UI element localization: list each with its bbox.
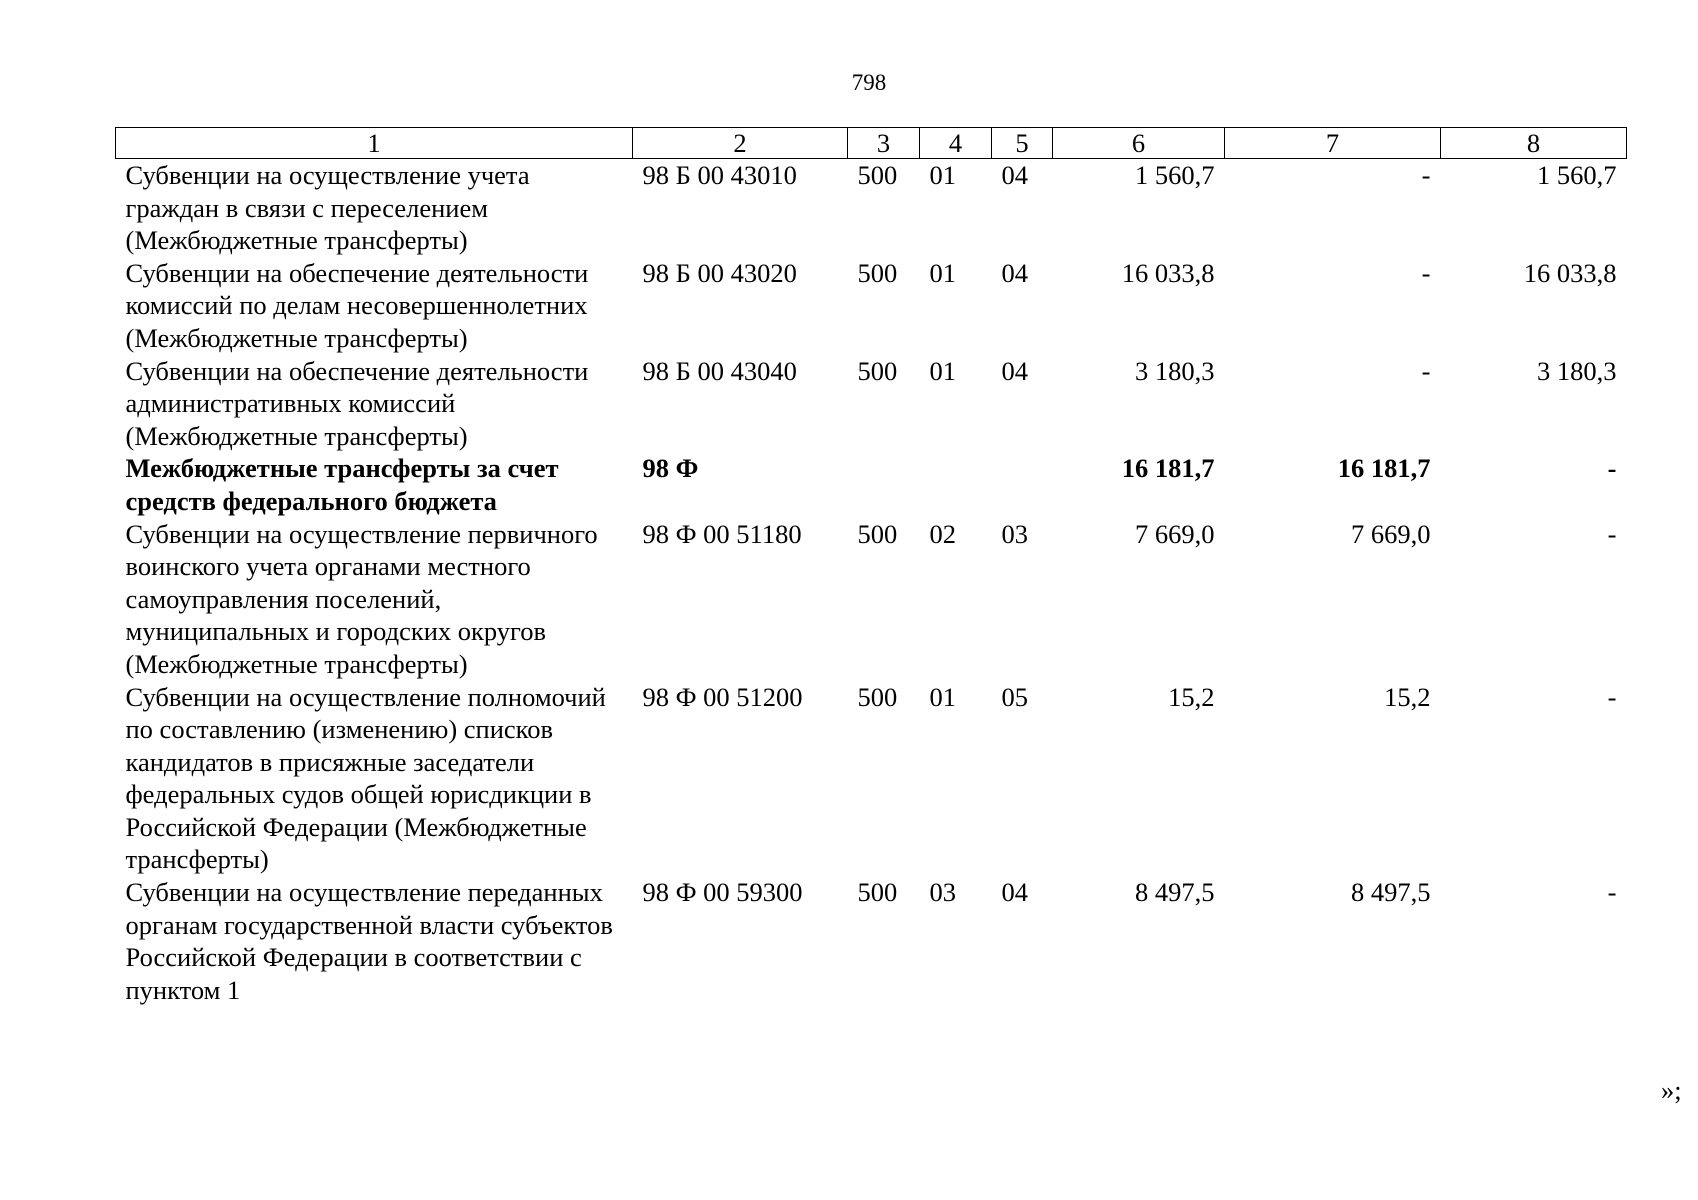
item-federal: - <box>1421 160 1431 190</box>
item-federal: - <box>1421 355 1431 386</box>
item-code: 98 Ф 00 51200 <box>642 681 803 712</box>
item-federal: 7 669,0 <box>1351 518 1431 549</box>
column-header: 4 <box>920 128 992 159</box>
item-pr: 04 <box>1001 257 1028 288</box>
item-rz: 01 <box>929 160 956 190</box>
column-header: 5 <box>992 128 1053 159</box>
item-code: 98 Б 00 43040 <box>642 355 797 386</box>
table-row <box>116 518 1627 681</box>
item-vr: 500 <box>857 355 898 386</box>
item-total: 1 560,7 <box>1135 160 1215 190</box>
item-rz: 01 <box>929 355 956 386</box>
item-pr: 04 <box>1001 160 1028 190</box>
table-header-row <box>116 128 1627 159</box>
item-pr: 05 <box>1001 681 1028 712</box>
item-pr: 03 <box>1001 518 1028 549</box>
item-total: 15,2 <box>1168 681 1215 712</box>
item-pr: 04 <box>1001 877 1028 908</box>
item-rz: 03 <box>929 877 956 908</box>
item-vr: 500 <box>857 257 898 288</box>
item-other: - <box>1607 681 1617 712</box>
item-pr: 04 <box>1001 355 1028 386</box>
item-code: 98 Б 00 43020 <box>642 257 797 288</box>
item-federal: 8 497,5 <box>1351 877 1431 908</box>
table-row <box>116 159 1627 257</box>
item-federal: - <box>1421 257 1431 288</box>
item-vr: 500 <box>857 518 898 549</box>
item-federal: 16 181,7 <box>1337 453 1431 484</box>
item-other: 3 180,3 <box>1537 355 1617 386</box>
column-header: 1 <box>116 128 633 159</box>
item-code: 98 Ф 00 59300 <box>642 877 803 908</box>
column-header: 2 <box>633 128 848 159</box>
item-vr: 500 <box>857 877 898 908</box>
item-other: - <box>1607 877 1617 908</box>
item-total: 8 497,5 <box>1135 877 1215 908</box>
item-vr: 500 <box>857 681 898 712</box>
budget-table <box>115 127 1627 1006</box>
column-header: 8 <box>1441 128 1627 159</box>
column-header: 7 <box>1225 128 1441 159</box>
item-other: - <box>1607 518 1617 549</box>
item-name: Межбюджетные трансферты за счет средств федерального бюджета <box>125 453 559 516</box>
column-header: 6 <box>1053 128 1225 159</box>
table-row <box>116 681 1627 877</box>
item-total: 16 033,8 <box>1121 257 1215 288</box>
item-vr <box>848 452 920 517</box>
table-row <box>116 876 1627 1006</box>
item-name: Субвенции на обеспечение деятельности комиссий по делам несовершеннолетних (Межбюджетные трансферты) <box>125 257 589 353</box>
item-other: - <box>1607 453 1617 484</box>
page-number: 798 <box>851 70 887 95</box>
item-rz: 02 <box>929 518 956 549</box>
item-name: Субвенции на осуществление первичного воинского учета органами местного самоуправления поселений, муниципальных и городских округов (Межбюджетные трансферты) <box>125 518 598 679</box>
table-row <box>116 355 1627 453</box>
item-other: 16 033,8 <box>1523 257 1617 288</box>
item-name: Субвенции на осуществление полномочий по составлению (изменению) списков кандидатов в присяжные заседатели федеральных судов общей юрисдикции в Российской Федерации (Межбюджетные трансферты) <box>125 681 606 875</box>
item-vr: 500 <box>857 160 898 190</box>
column-header: 3 <box>848 128 920 159</box>
item-code: 98 Ф <box>642 453 699 484</box>
item-other: 1 560,7 <box>1537 160 1617 190</box>
table-row <box>116 257 1627 355</box>
item-name: Субвенции на осуществление переданных органам государственной власти субъектов Российской Федерации в соответствии с пунктом 1 <box>125 877 613 1005</box>
closing-quote-mark: »; <box>1661 1075 1682 1105</box>
item-code: 98 Б 00 43010 <box>642 160 797 190</box>
item-total: 16 181,7 <box>1121 453 1215 484</box>
item-total: 3 180,3 <box>1135 355 1215 386</box>
item-name: Субвенции на обеспечение деятельности административных комиссий (Межбюджетные трансферты) <box>125 355 589 451</box>
item-name: Субвенции на осуществление учета граждан в связи с переселением (Межбюджетные трансферты) <box>125 160 530 256</box>
item-rz: 01 <box>929 681 956 712</box>
table-row-section-total <box>116 452 1627 517</box>
item-total: 7 669,0 <box>1135 518 1215 549</box>
item-pr <box>992 452 1053 517</box>
item-rz <box>920 452 992 517</box>
item-code: 98 Ф 00 51180 <box>642 518 802 549</box>
item-rz: 01 <box>929 257 956 288</box>
item-federal: 15,2 <box>1384 681 1431 712</box>
